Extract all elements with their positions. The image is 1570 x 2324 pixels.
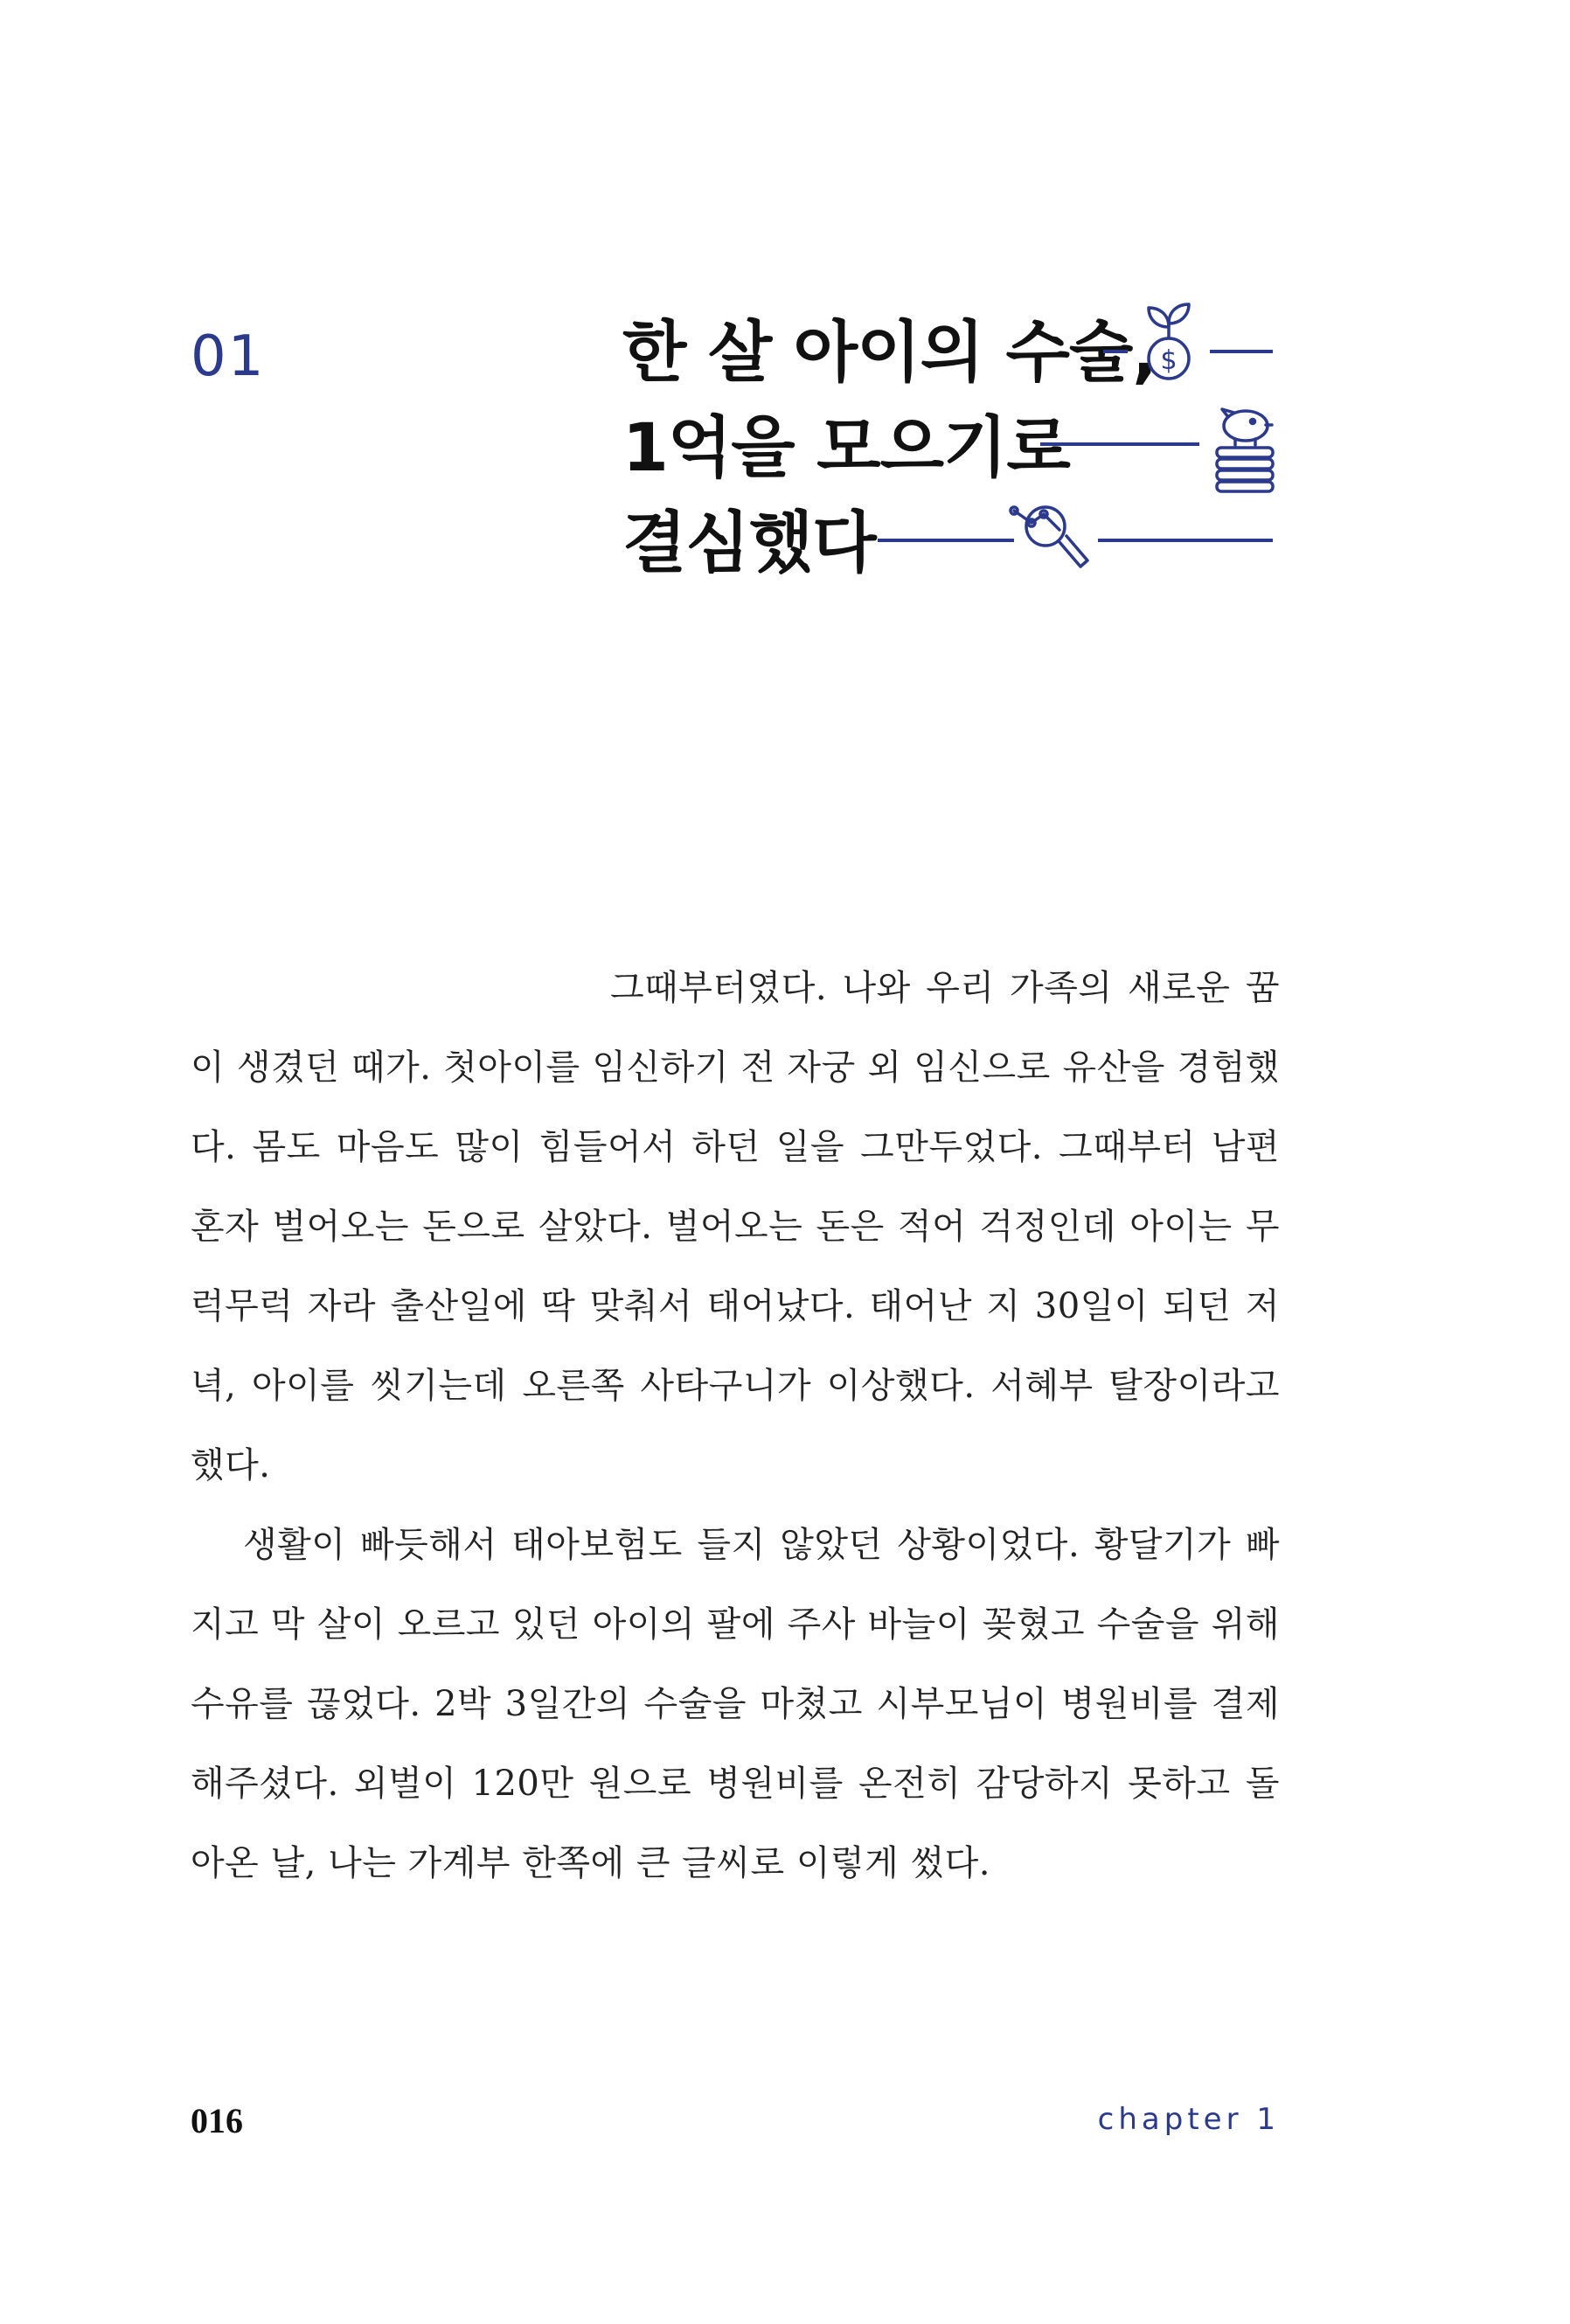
svg-text:$: $ (1160, 345, 1178, 376)
chapter-label: chapter 1 (1097, 2102, 1280, 2137)
title-line-3: 결심했다 (622, 504, 876, 581)
magnifier-chart-icon (1011, 507, 1087, 567)
paragraph-1: 그때부터였다. 나와 우리 가족의 새로운 꿈이 생겼던 때가. 첫아이를 임신하기 전 자궁 외 임신으로 유산을 경험했다. 몸도 마음도 많이 힘들어서 하던 일을 그만두었다. 그때부터 남편 혼자 벌어오는 돈으로 살았다. 벌어오는 돈은 적어 걱정인데 아이는 무럭무럭 자라 출산일에 딱 맞춰서 태어났다. 태어난 지 30일이 되던 저녁, 아이를 씻기는데 오른쪽 사타구니가 이상했다. 서혜부 탈장이라고 했다. (191, 968, 1280, 1486)
paragraph-2: 생활이 빠듯해서 태아보험도 들지 않았던 상황이었다. 황달기가 빠지고 막 살이 오르고 있던 아이의 팔에 주사 바늘이 꽂혔고 수술을 위해 수유를 끊었다. 2박 3일간의 수술을 마쳤고 시부모님이 병원비를 결제해주셨다. 외벌이 120만 원으로 병원비를 온전히 감당하지 못하고 돌아온 날, 나는 가계부 한쪽에 큰 글씨로 이렇게 썼다. (191, 1525, 1280, 1883)
chapter-number: 01 (191, 324, 266, 389)
title-line-1: 한 살 아이의 수술, (622, 313, 1157, 391)
piggy-bank-coins-icon (1217, 409, 1273, 491)
title-line-2: 1억을 모으기로 (622, 408, 1070, 486)
body-text (191, 949, 1280, 1903)
page-number: 016 (191, 2101, 243, 2140)
